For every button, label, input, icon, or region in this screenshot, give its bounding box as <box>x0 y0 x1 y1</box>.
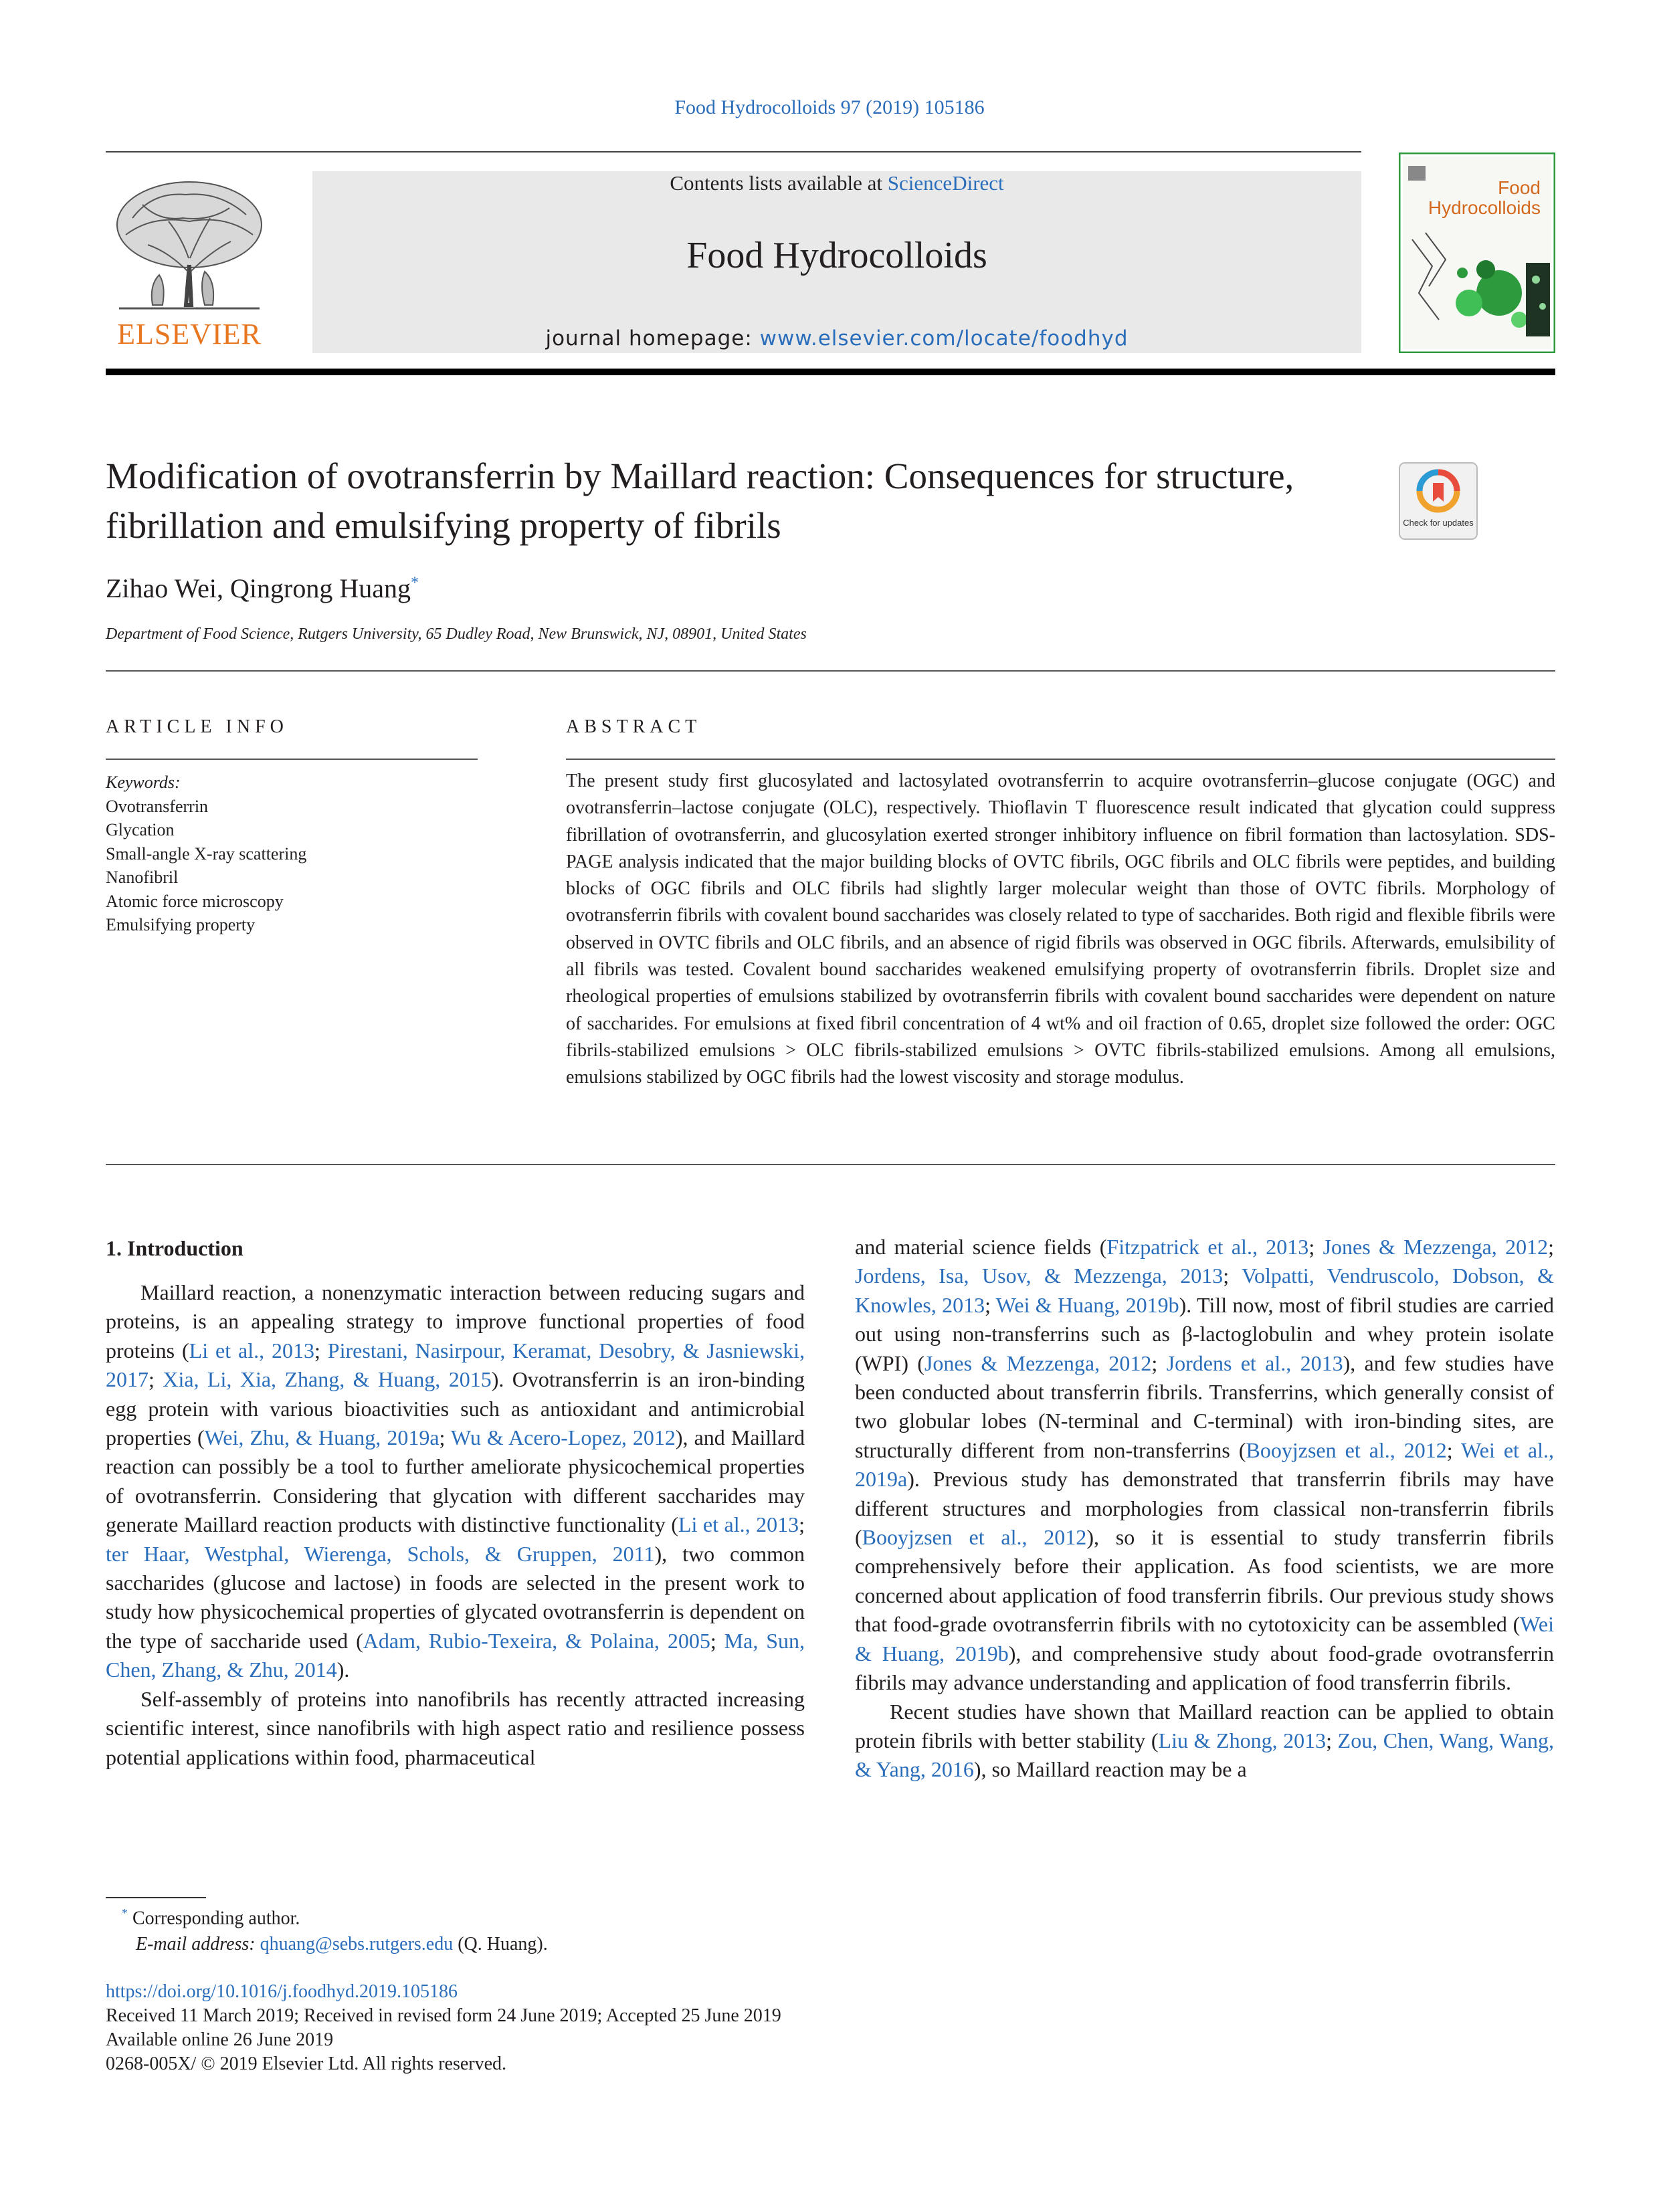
keywords-label: Keywords: <box>106 773 181 792</box>
paragraph-text: Self-assembly of proteins into nanofibrils has recently attracted increasing scientific interest, since nanofibrils with high aspect ratio and resilience possess potential applications within food, pharmaceutical <box>106 1686 805 1769</box>
paragraph <box>855 1233 1554 1698</box>
email-suffix: (Q. Huang). <box>453 1934 548 1954</box>
corresponding-label: Corresponding author. <box>132 1908 300 1929</box>
sciencedirect-link[interactable]: ScienceDirect <box>887 171 1004 195</box>
title-divider <box>106 670 1555 672</box>
citation-link[interactable]: Jordens, Isa, Usov, & Mezzenga, 2013 <box>855 1264 1224 1288</box>
citation-link[interactable]: Adam, Rubio-Texeira, & Polaina, 2005 <box>363 1628 710 1653</box>
keyword: Ovotransferrin <box>106 796 209 816</box>
citation-link[interactable]: Volpatti, Vendruscolo, Dobson, & Knowles, 2013 <box>855 1264 1555 1317</box>
abstract-text: The present study first glucosylated and lactosylated ovotransferrin to acquire ovotransferrin–glucose conjugate (OGC) and ovotransferrin–lactose conjugate (OLC), respectively. Thioflavin T fluorescence result indicated that glycation could suppress fibrillation of ovotransferrin, and glucosylation exerted stronger inhibitory influence on fibril formation than lactosylation. SDS-PAGE analysis indicated that the major building blocks of OVTC fibrils, OGC fibrils and OLC fibrils were peptides, and building blocks of OGC fibrils and OLC fibrils had slightly larger molecular weight than those of OVTC fibrils. Morphology of ovotransferrin fibrils with covalent bound saccharides was closely related to type of saccharides. Both rigid and flexible fibrils were observed in OVTC fibrils and OLC fibrils, and an absence of rigid fibrils was observed in OGC fibrils. Afterwards, emulsibility of all fibrils was tested. Covalent bound saccharides weakened emulsifying property of ovotransferrin fibrils. Droplet size and rheological properties of emulsions stabilized by ovotransferrin fibrils with covalent bound saccharides were dependent on nature of saccharides. For emulsions at fixed fibril concentration of 4 wt% and oil fraction of 0.65, droplet size followed the order: OGC fibrils-stabilized emulsions > OLC fibrils-stabilized emulsions > OVTC fibrils-stabilized emulsions. Among all emulsions, emulsions stabilized by OGC fibrils had the lowest viscosity and storage modulus. <box>566 771 1555 1088</box>
citation-link[interactable]: Jones & Mezzenga, 2012 <box>1323 1235 1549 1259</box>
abstract-divider <box>106 1164 1555 1165</box>
citation-link[interactable]: Jones & Mezzenga, 2012 <box>924 1350 1152 1375</box>
paragraph-text: Recent studies have shown that Maillard reaction can be applied to obtain protein fibrils with better stability ( <box>855 1699 1554 1752</box>
paragraph-text: ; <box>149 1367 163 1392</box>
citation-link[interactable]: Ma, Sun, Chen, Zhang, & Zhu, 2014 <box>106 1628 805 1682</box>
paragraph-text: ). <box>336 1657 350 1682</box>
corresponding-author-footnote <box>122 1906 300 1929</box>
citation-link[interactable]: Xia, Li, Xia, Zhang, & Huang, 2015 <box>163 1367 492 1392</box>
keyword: Small-angle X-ray scattering <box>106 843 307 864</box>
citation-link[interactable]: ter Haar, Westphal, Wierenga, Schols, & Gruppen, 2011 <box>106 1541 655 1566</box>
paragraph-text: ), and Maillard reaction can possibly be a tool to further ameliorate physicochemical properties of ovotransferrin. Considering that glycation with different saccharides may generate Maillard reaction products with distinctive functionality ( <box>106 1425 805 1537</box>
paragraph <box>106 1278 805 1685</box>
paragraph-text: ; <box>314 1338 328 1363</box>
check-updates-label: Check for updates <box>1403 518 1474 528</box>
citation-link[interactable]: Liu & Zhong, 2013 <box>1158 1728 1327 1752</box>
paragraph-text: ; <box>439 1425 451 1450</box>
journal-reference-link[interactable]: Food Hydrocolloids 97 (2019) 105186 <box>674 96 985 118</box>
article-title: Modification of ovotransferrin by Maillard reaction: Consequences for structure, fibrillation and emulsifying property of fibrils <box>106 456 1294 546</box>
paragraph-text: ). Till now, most of fibril studies are carried out using non-transferrins such as β-lactoglobulin and whey protein isolate (WPI) ( <box>855 1292 1555 1375</box>
body-column-right <box>855 1233 1554 1785</box>
available-online-date: Available online 26 June 2019 <box>106 2029 334 2050</box>
article-info-heading: ARTICLE INFO <box>106 716 288 737</box>
abstract-heading: ABSTRACT <box>566 716 702 737</box>
cover-title-line2: Hydrocolloids <box>1428 197 1541 218</box>
paragraph-text: ; <box>1446 1437 1462 1462</box>
authors: Zihao Wei, Qingrong Huang <box>106 573 411 603</box>
cover-title-line1: Food <box>1498 177 1541 198</box>
citation-link[interactable]: Wei, Zhu, & Huang, 2019a <box>204 1425 440 1450</box>
masthead-banner <box>312 171 1361 353</box>
citation-link[interactable]: Zou, Chen, Wang, Wang, & Yang, 2016 <box>855 1728 1555 1782</box>
paragraph-text: ; <box>1223 1264 1242 1288</box>
paragraph <box>106 1685 805 1772</box>
citation-link[interactable]: Wei et al., 2019a <box>855 1437 1555 1492</box>
footnote-rule <box>106 1897 206 1898</box>
masthead-bottom-rule <box>106 369 1555 375</box>
citation-link[interactable]: Wu & Acero-Lopez, 2012 <box>450 1425 676 1450</box>
keyword: Emulsifying property <box>106 915 256 934</box>
paragraph-text: ; <box>1308 1235 1323 1259</box>
paragraph-text: and material science fields ( <box>855 1235 1107 1259</box>
keyword: Atomic force microscopy <box>106 891 284 911</box>
author-list <box>106 573 419 604</box>
paragraph-text: ), and comprehensive study about food-grade ovotransferrin fibrils may advance understanding and application of food transferrin fibrils. <box>855 1641 1555 1695</box>
received-dates: Received 11 March 2019; Received in revised form 24 June 2019; Accepted 25 June 2019 <box>106 2005 781 2026</box>
article-info-rule <box>106 759 478 760</box>
paragraph-text: ; <box>710 1628 724 1653</box>
citation-link[interactable]: Booyjzsen et al., 2012 <box>862 1525 1087 1550</box>
section-heading: 1. Introduction <box>106 1236 243 1260</box>
journal-cover-image[interactable] <box>1399 153 1555 353</box>
keyword: Glycation <box>106 820 175 839</box>
email-footnote <box>136 1934 548 1955</box>
paragraph-text: ). Ovotransferrin is an iron-binding egg protein with various bioactivities such as antioxidant and antimicrobial properties ( <box>106 1367 805 1450</box>
body-column-left <box>106 1234 805 1772</box>
paragraph-text: ; <box>1548 1235 1555 1259</box>
citation-link[interactable]: Wei & Huang, 2019b <box>995 1292 1179 1317</box>
journal-name: Food Hydrocolloids <box>686 235 987 276</box>
citation-link[interactable]: Li et al., 2013 <box>678 1512 799 1537</box>
email-label: E-mail address: <box>136 1934 256 1954</box>
paragraph-text: ). Previous study has demonstrated that transferrin fibrils may have different structures and morphologies from classical non-transferrin fibrils ( <box>855 1467 1554 1550</box>
contents-line <box>312 171 1361 195</box>
paragraph-text: ), and few studies have been conducted about transferrin fibrils. Transferrins, which generally consist of two globular lobes (N-terminal and C-terminal) with iron-binding sites, are structurally different from non-transferrins ( <box>855 1350 1554 1462</box>
paragraph-text: ), so Maillard reaction may be a <box>973 1757 1247 1782</box>
paragraph <box>855 1698 1554 1785</box>
masthead-top-rule <box>106 151 1361 153</box>
contents-prefix: Contents lists available at <box>670 171 888 195</box>
email-link[interactable]: qhuang@sebs.rutgers.edu <box>260 1934 454 1954</box>
paragraph-text: ; <box>799 1512 805 1537</box>
paragraph-text: ; <box>1151 1350 1167 1375</box>
paragraph-text: ; <box>1326 1728 1338 1752</box>
citation-link[interactable]: Fitzpatrick et al., 2013 <box>1106 1235 1309 1259</box>
corresponding-author-mark[interactable]: * <box>410 574 419 592</box>
doi-link[interactable]: https://doi.org/10.1016/j.foodhyd.2019.105186 <box>106 1981 458 2002</box>
homepage-prefix: journal homepage: <box>545 326 760 350</box>
keywords-block <box>106 771 306 937</box>
paragraph-text: ), so it is essential to study transferrin fibrils comprehensively before their application. As food scientists, we are more concerned about application of food transferrin fibrils. Our previous study shows that food-grade ovotransferrin fibrils with no cytotoxicity can be assembled ( <box>855 1525 1555 1637</box>
elsevier-wordmark: ELSEVIER <box>117 318 262 350</box>
copyright-notice: 0268-005X/ © 2019 Elsevier Ltd. All rights reserved. <box>106 2053 507 2074</box>
paragraph-text: ; <box>985 1292 996 1317</box>
footnote-mark: * <box>122 1906 128 1920</box>
citation-link[interactable]: Li et al., 2013 <box>189 1338 314 1363</box>
keyword: Nanofibril <box>106 868 179 887</box>
citation-link[interactable]: Wei & Huang, 2019b <box>855 1612 1554 1666</box>
homepage-line <box>312 326 1361 350</box>
elsevier-logo <box>106 171 273 353</box>
affiliation: Department of Food Science, Rutgers University, 65 Dudley Road, New Brunswick, NJ, 08901, United States <box>106 625 807 643</box>
check-for-updates-badge[interactable] <box>1398 462 1478 540</box>
citation-link[interactable]: Pirestani, Nasirpour, Keramat, Desobry, & Jasniewski, 2017 <box>106 1338 805 1392</box>
citation-link[interactable]: Jordens et al., 2013 <box>1166 1350 1343 1375</box>
citation-link[interactable]: Booyjzsen et al., 2012 <box>1246 1437 1447 1462</box>
homepage-link[interactable]: www.elsevier.com/locate/foodhyd <box>759 326 1129 350</box>
paragraph-text: Maillard reaction, a nonenzymatic interaction between reducing sugars and proteins, is an appealing strategy to improve functional properties of food proteins ( <box>106 1280 805 1363</box>
paragraph-text: ), two common saccharides (glucose and lactose) in foods are selected in the present work to study how physicochemical properties of glycated ovotransferrin is dependent on the type of saccharide used ( <box>106 1541 805 1653</box>
abstract-rule <box>566 759 1555 760</box>
